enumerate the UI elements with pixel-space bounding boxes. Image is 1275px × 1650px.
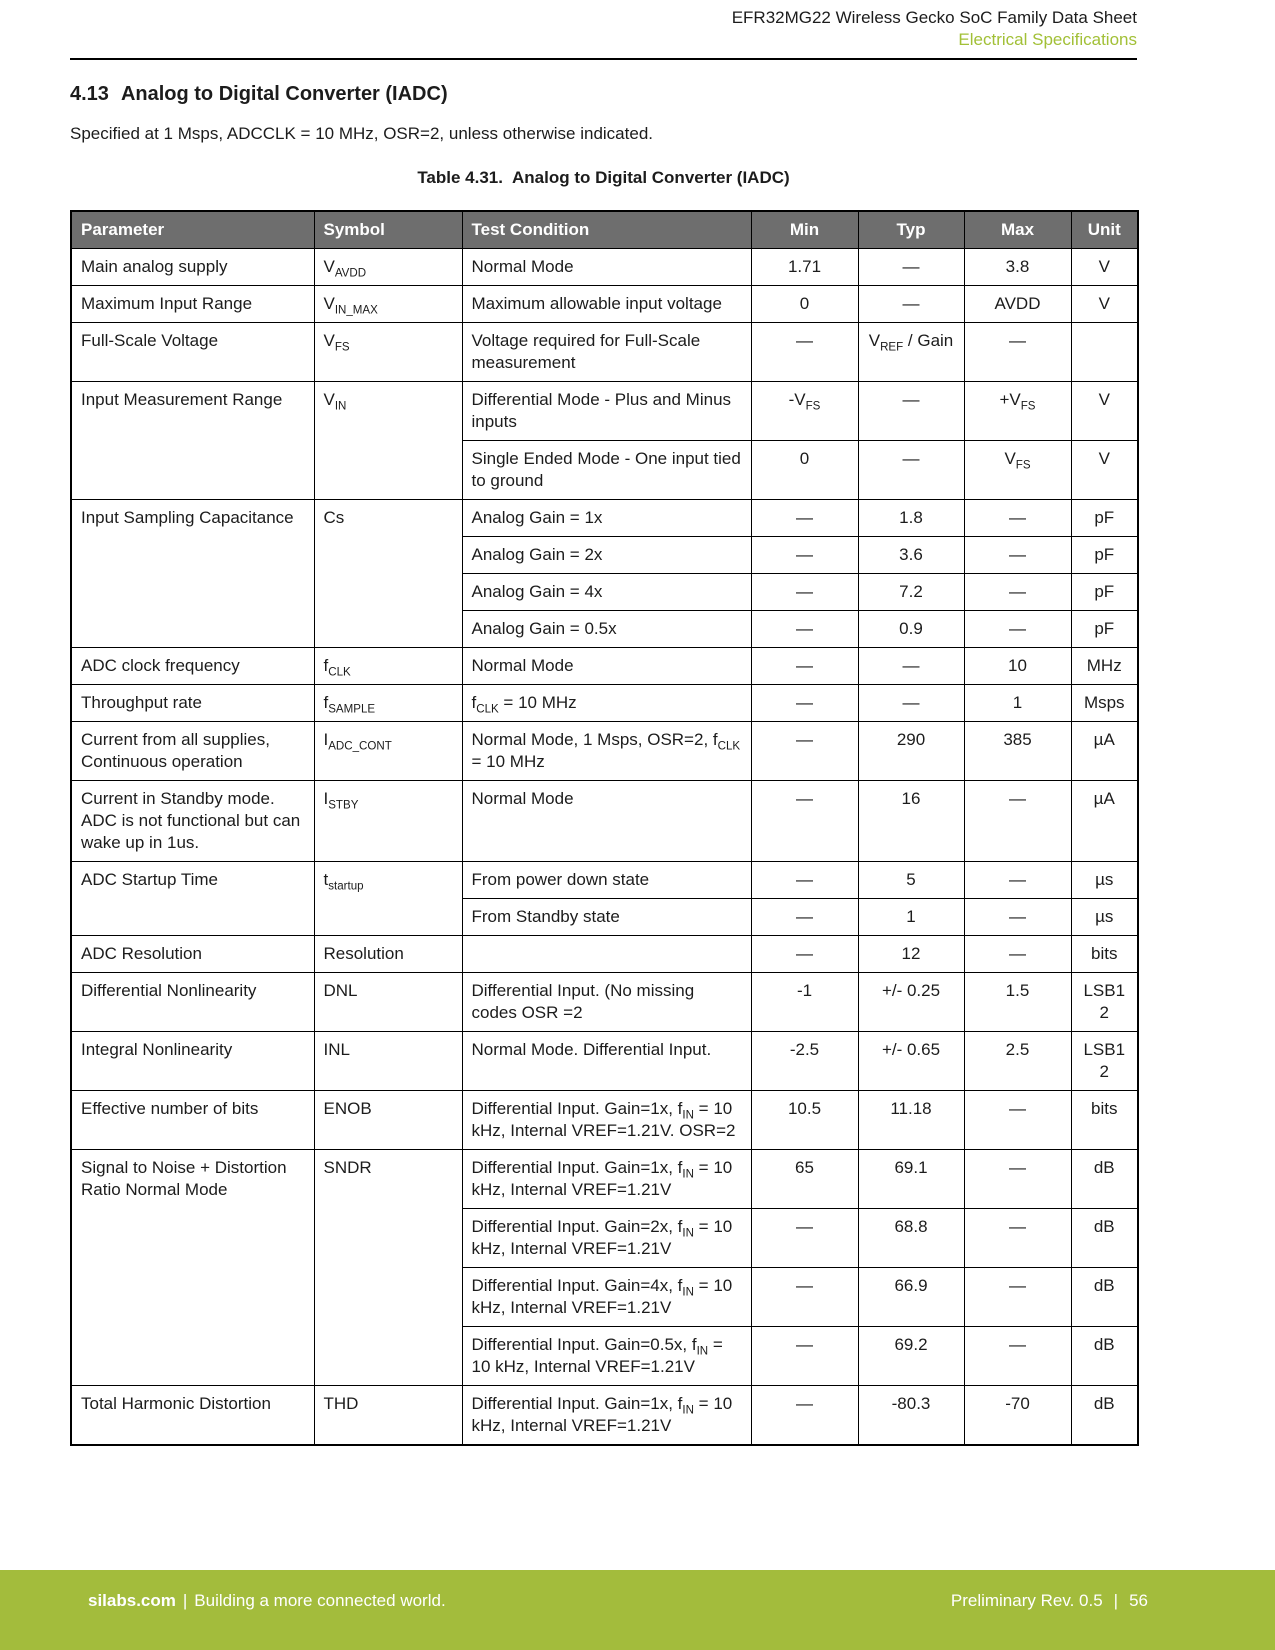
table-cell-max: 1 — [964, 685, 1071, 722]
table-cell-test-condition — [462, 936, 751, 973]
intro-paragraph: Specified at 1 Msps, ADCCLK = 10 MHz, OSR=2, unless otherwise indicated. — [70, 124, 653, 143]
table-cell-symbol: $V_{IN}$ — [314, 382, 462, 500]
table-cell-max: — — [964, 574, 1071, 611]
table-cell-symbol: $I_{ADC\_CONT}$ — [314, 722, 462, 781]
table-cell-symbol: THD — [314, 1386, 462, 1446]
table-cell-parameter: Throughput rate — [71, 685, 314, 722]
table-cell-unit: µA — [1071, 781, 1138, 862]
table-row — [71, 286, 1138, 323]
column-header-max: Max — [964, 211, 1071, 249]
table-cell-typ: 1 — [858, 899, 964, 936]
table-cell-parameter: ADC Startup Time — [71, 862, 314, 936]
table-cell-unit: µs — [1071, 899, 1138, 936]
table-cell-typ: +/- 0.65 — [858, 1032, 964, 1091]
spec-table — [70, 210, 1139, 1446]
footer-page-separator: | — [1113, 1591, 1119, 1610]
table-cell-unit: LSB12 — [1071, 973, 1138, 1032]
table-cell-max: 1.5 — [964, 973, 1071, 1032]
table-row — [71, 973, 1138, 1032]
table-cell-min: $-V_{FS}$ — [751, 382, 858, 441]
table-cell-max: — — [964, 1150, 1071, 1209]
table-cell-parameter: Effective number of bits — [71, 1091, 314, 1150]
table-cell-parameter: Signal to Noise + Distortion Ratio Normal Mode — [71, 1150, 314, 1386]
table-cell-unit: dB — [1071, 1268, 1138, 1327]
table-row — [71, 648, 1138, 685]
footer-tagline: Building a more connected world. — [194, 1591, 446, 1610]
table-cell-test-condition: Normal Mode — [462, 249, 751, 286]
table-row — [71, 249, 1138, 286]
table-cell-typ: 12 — [858, 936, 964, 973]
table-cell-max: — — [964, 611, 1071, 648]
table-cell-unit: pF — [1071, 611, 1138, 648]
table-cell-test-condition: Differential Input. Gain=1x, $f_{IN} = 10$ kHz, Internal VREF=1.21V — [462, 1150, 751, 1209]
page-footer — [0, 1570, 1275, 1650]
table-cell-parameter: Main analog supply — [71, 249, 314, 286]
table-cell-typ: — — [858, 685, 964, 722]
table-row — [71, 1091, 1138, 1150]
table-cell-test-condition: $f_{CLK} = 10$ MHz — [462, 685, 751, 722]
table-cell-min: -1 — [751, 973, 858, 1032]
table-cell-parameter: Input Measurement Range — [71, 382, 314, 500]
table-cell-symbol: SNDR — [314, 1150, 462, 1386]
footer-revision: Preliminary Rev. 0.5 — [950, 1591, 1103, 1610]
table-cell-min: — — [751, 936, 858, 973]
table-cell-typ: 290 — [858, 722, 964, 781]
table-cell-max: — — [964, 1327, 1071, 1386]
table-cell-unit: µs — [1071, 862, 1138, 899]
table-cell-typ: -80.3 — [858, 1386, 964, 1446]
column-header-unit: Unit — [1071, 211, 1138, 249]
table-cell-parameter: Current from all supplies, Continuous operation — [71, 722, 314, 781]
table-cell-max: — — [964, 781, 1071, 862]
table-row — [71, 722, 1138, 781]
table-cell-test-condition: From Standby state — [462, 899, 751, 936]
table-cell-symbol: $V_{IN\_MAX}$ — [314, 286, 462, 323]
table-cell-min: 10.5 — [751, 1091, 858, 1150]
table-cell-min: 0 — [751, 286, 858, 323]
table-cell-typ: 66.9 — [858, 1268, 964, 1327]
column-header-test-condition: Test Condition — [462, 211, 751, 249]
table-row — [71, 500, 1138, 537]
table-cell-min: — — [751, 537, 858, 574]
table-row — [71, 382, 1138, 441]
footer-left — [88, 1591, 446, 1611]
table-cell-unit: V — [1071, 382, 1138, 441]
table-cell-min: — — [751, 722, 858, 781]
table-cell-unit: dB — [1071, 1327, 1138, 1386]
table-cell-test-condition: From power down state — [462, 862, 751, 899]
table-cell-parameter: Current in Standby mode. ADC is not functional but can wake up in 1us. — [71, 781, 314, 862]
page-header — [70, 0, 1137, 51]
table-cell-unit: dB — [1071, 1386, 1138, 1446]
table-cell-test-condition: Analog Gain = 4x — [462, 574, 751, 611]
table-cell-max: — — [964, 537, 1071, 574]
table-cell-test-condition: Normal Mode — [462, 648, 751, 685]
table-cell-max: — — [964, 936, 1071, 973]
table-cell-test-condition: Differential Input. Gain=2x, $f_{IN} = 10$ kHz, Internal VREF=1.21V — [462, 1209, 751, 1268]
table-cell-typ: 3.6 — [858, 537, 964, 574]
table-cell-min: — — [751, 648, 858, 685]
table-header-row — [71, 211, 1138, 249]
table-cell-symbol: $f_{CLK}$ — [314, 648, 462, 685]
table-cell-min: 0 — [751, 441, 858, 500]
table-cell-max: — — [964, 323, 1071, 382]
table-cell-typ: — — [858, 648, 964, 685]
table-cell-test-condition: Maximum allowable input voltage — [462, 286, 751, 323]
table-cell-max: -70 — [964, 1386, 1071, 1446]
table-cell-typ: 11.18 — [858, 1091, 964, 1150]
table-cell-symbol: ENOB — [314, 1091, 462, 1150]
table-cell-typ: 7.2 — [858, 574, 964, 611]
table-cell-test-condition: Differential Input. Gain=4x, $f_{IN} = 10$ kHz, Internal VREF=1.21V — [462, 1268, 751, 1327]
table-cell-typ: $V_{REF}$ / Gain — [858, 323, 964, 382]
footer-site-link: silabs.com — [88, 1591, 176, 1610]
section-title: Analog to Digital Converter (IADC) — [120, 83, 448, 105]
table-cell-min: — — [751, 611, 858, 648]
table-cell-unit: pF — [1071, 537, 1138, 574]
header-section-title: Electrical Specifications — [958, 30, 1137, 49]
table-cell-parameter: ADC clock frequency — [71, 648, 314, 685]
table-cell-max: 385 — [964, 722, 1071, 781]
table-cell-unit: V — [1071, 441, 1138, 500]
table-cell-unit: MHz — [1071, 648, 1138, 685]
table-cell-typ: 0.9 — [858, 611, 964, 648]
table-cell-min: — — [751, 1268, 858, 1327]
column-header-symbol: Symbol — [314, 211, 462, 249]
table-cell-typ: — — [858, 249, 964, 286]
page-content — [70, 0, 1137, 1446]
table-cell-test-condition: Differential Input. Gain=0.5x, $f_{IN} = 10$ kHz, Internal VREF=1.21V — [462, 1327, 751, 1386]
table-cell-max: 2.5 — [964, 1032, 1071, 1091]
table-cell-max: AVDD — [964, 286, 1071, 323]
table-cell-test-condition: Analog Gain = 0.5x — [462, 611, 751, 648]
table-cell-min: — — [751, 862, 858, 899]
table-cell-unit: bits — [1071, 936, 1138, 973]
table-cell-min: — — [751, 685, 858, 722]
table-cell-unit: V — [1071, 249, 1138, 286]
table-cell-min: 65 — [751, 1150, 858, 1209]
table-row — [71, 862, 1138, 899]
footer-page-number: 56 — [1129, 1591, 1148, 1610]
table-caption — [70, 168, 1137, 188]
table-cell-symbol: $I_{STBY}$ — [314, 781, 462, 862]
column-header-min: Min — [751, 211, 858, 249]
table-cell-typ: — — [858, 441, 964, 500]
table-row — [71, 685, 1138, 722]
table-cell-parameter: Full-Scale Voltage — [71, 323, 314, 382]
table-row — [71, 1386, 1138, 1446]
table-cell-max: — — [964, 500, 1071, 537]
table-cell-test-condition: Differential Input. Gain=1x, $f_{IN} = 10$ kHz, Internal VREF=1.21V. OSR=2 — [462, 1091, 751, 1150]
table-caption-label: Table 4.31. — [417, 168, 503, 187]
table-cell-parameter: ADC Resolution — [71, 936, 314, 973]
column-header-typ: Typ — [858, 211, 964, 249]
table-cell-min: — — [751, 323, 858, 382]
spec-table-head — [71, 211, 1138, 249]
table-cell-max: 3.8 — [964, 249, 1071, 286]
table-cell-test-condition: Normal Mode, 1 Msps, OSR=2, $f_{CLK} = 10$ MHz — [462, 722, 751, 781]
table-cell-unit: pF — [1071, 574, 1138, 611]
table-cell-unit: µA — [1071, 722, 1138, 781]
section-heading — [70, 83, 1137, 106]
table-cell-min: — — [751, 1327, 858, 1386]
table-cell-symbol: Resolution — [314, 936, 462, 973]
table-cell-test-condition: Single Ended Mode - One input tied to ground — [462, 441, 751, 500]
table-cell-parameter: Total Harmonic Distortion — [71, 1386, 314, 1446]
table-cell-parameter: Input Sampling Capacitance — [71, 500, 314, 648]
table-cell-test-condition: Normal Mode — [462, 781, 751, 862]
table-cell-unit: bits — [1071, 1091, 1138, 1150]
header-divider — [70, 58, 1137, 60]
table-cell-typ: — — [858, 382, 964, 441]
footer-right — [951, 1591, 1148, 1611]
table-cell-unit: pF — [1071, 500, 1138, 537]
table-cell-max: $+V_{FS}$ — [964, 382, 1071, 441]
table-cell-max: 10 — [964, 648, 1071, 685]
table-cell-max: $V_{FS}$ — [964, 441, 1071, 500]
table-cell-typ: +/- 0.25 — [858, 973, 964, 1032]
table-cell-typ: 69.1 — [858, 1150, 964, 1209]
table-cell-min: — — [751, 899, 858, 936]
table-row — [71, 781, 1138, 862]
table-cell-max: — — [964, 899, 1071, 936]
table-row — [71, 936, 1138, 973]
table-cell-unit — [1071, 323, 1138, 382]
table-cell-max: — — [964, 1209, 1071, 1268]
table-cell-typ: 1.8 — [858, 500, 964, 537]
table-cell-typ: 5 — [858, 862, 964, 899]
table-cell-unit: Msps — [1071, 685, 1138, 722]
table-cell-min: — — [751, 1209, 858, 1268]
table-cell-test-condition: Differential Input. (No missing codes OSR =2 — [462, 973, 751, 1032]
table-cell-test-condition: Differential Input. Gain=1x, $f_{IN} = 10$ kHz, Internal VREF=1.21V — [462, 1386, 751, 1446]
table-cell-max: — — [964, 1091, 1071, 1150]
table-cell-test-condition: Differential Mode - Plus and Minus inputs — [462, 382, 751, 441]
table-cell-max: — — [964, 862, 1071, 899]
table-cell-min: -2.5 — [751, 1032, 858, 1091]
table-cell-symbol: $f_{SAMPLE}$ — [314, 685, 462, 722]
table-cell-min: — — [751, 574, 858, 611]
table-cell-typ: — — [858, 286, 964, 323]
footer-separator: | — [182, 1591, 188, 1610]
table-row — [71, 1032, 1138, 1091]
table-cell-min: — — [751, 500, 858, 537]
table-cell-symbol: $V_{AVDD}$ — [314, 249, 462, 286]
header-product-title: EFR32MG22 Wireless Gecko SoC Family Data Sheet — [731, 8, 1137, 27]
table-cell-symbol: $t_{startup}$ — [314, 862, 462, 936]
spec-table-body — [71, 249, 1138, 1446]
table-caption-title: Analog to Digital Converter (IADC) — [512, 168, 790, 187]
table-cell-symbol: DNL — [314, 973, 462, 1032]
table-row — [71, 1150, 1138, 1209]
table-cell-min: — — [751, 781, 858, 862]
table-cell-min: — — [751, 1386, 858, 1446]
table-cell-parameter: Integral Nonlinearity — [71, 1032, 314, 1091]
table-cell-symbol: $V_{FS}$ — [314, 323, 462, 382]
table-cell-max: — — [964, 1268, 1071, 1327]
table-cell-unit: V — [1071, 286, 1138, 323]
table-cell-typ: 16 — [858, 781, 964, 862]
table-cell-unit: dB — [1071, 1209, 1138, 1268]
table-cell-test-condition: Analog Gain = 1x — [462, 500, 751, 537]
section-number: 4.13 — [70, 83, 109, 105]
table-cell-unit: LSB12 — [1071, 1032, 1138, 1091]
table-cell-typ: 68.8 — [858, 1209, 964, 1268]
table-cell-symbol: INL — [314, 1032, 462, 1091]
table-cell-symbol: Cs — [314, 500, 462, 648]
table-cell-min: 1.71 — [751, 249, 858, 286]
table-cell-parameter: Maximum Input Range — [71, 286, 314, 323]
column-header-parameter: Parameter — [71, 211, 314, 249]
table-cell-test-condition: Normal Mode. Differential Input. — [462, 1032, 751, 1091]
table-cell-test-condition: Analog Gain = 2x — [462, 537, 751, 574]
table-cell-parameter: Differential Nonlinearity — [71, 973, 314, 1032]
table-cell-typ: 69.2 — [858, 1327, 964, 1386]
table-cell-test-condition: Voltage required for Full-Scale measurement — [462, 323, 751, 382]
table-cell-unit: dB — [1071, 1150, 1138, 1209]
table-row — [71, 323, 1138, 382]
